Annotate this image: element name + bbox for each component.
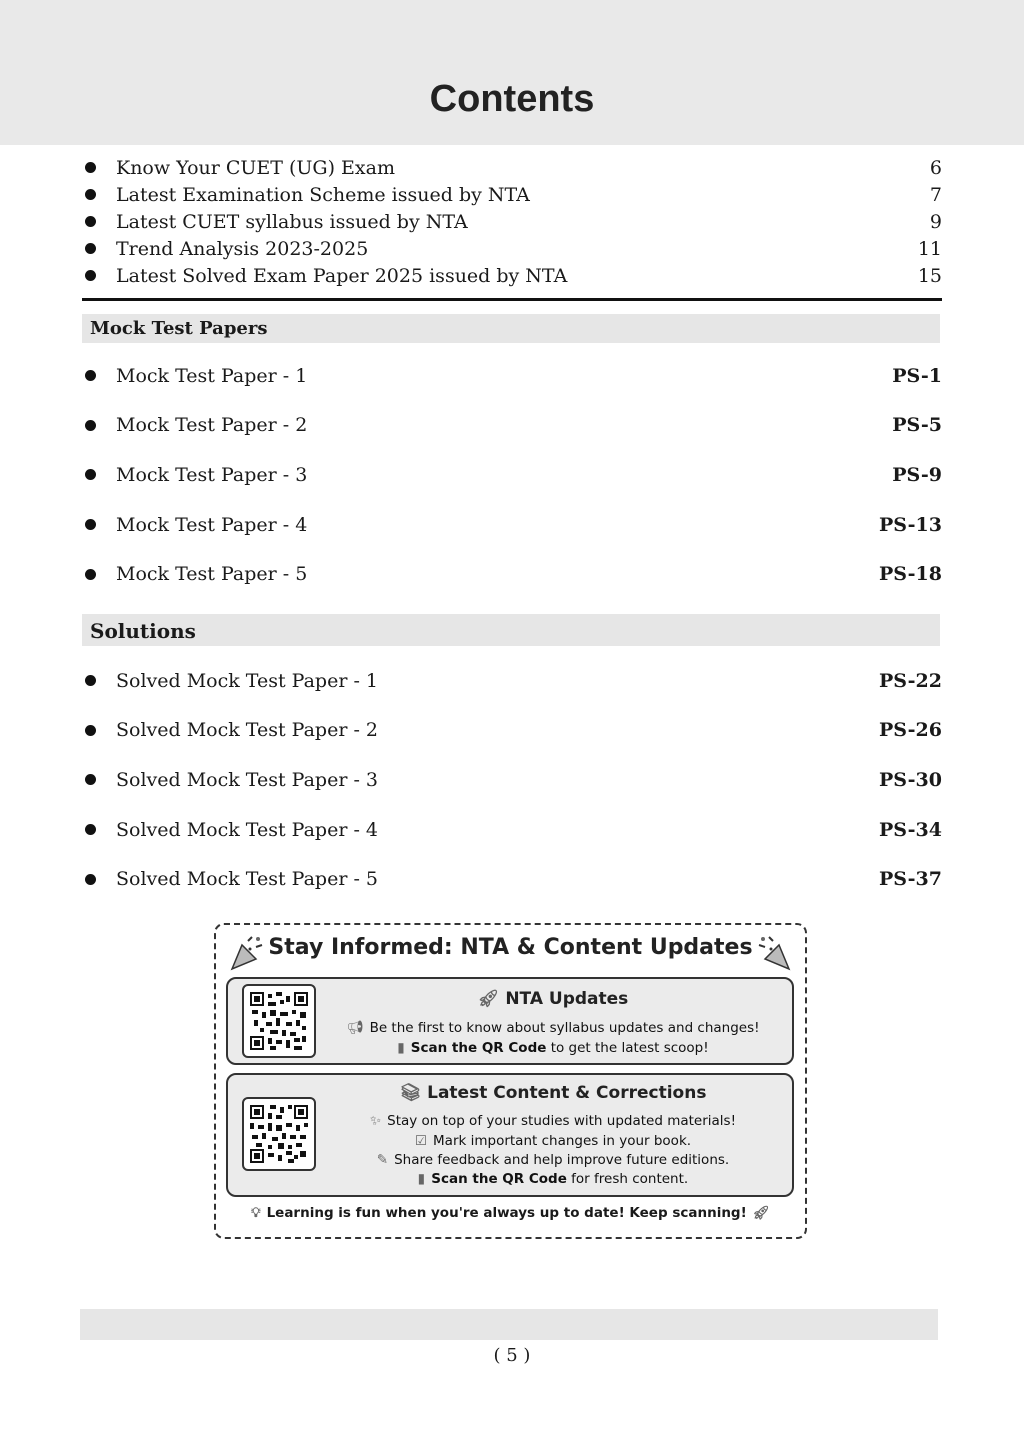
bullet-icon [85, 420, 96, 431]
section-heading-text: Solutions [90, 619, 196, 643]
item-page: 15 [917, 264, 942, 287]
item-label: Know Your CUET (UG) Exam [116, 156, 395, 179]
updates-info-box [214, 923, 807, 1239]
content-line-2-text: Mark important changes in your book. [433, 1133, 692, 1149]
divider [82, 298, 942, 301]
rocket-icon: 🚀︎ [752, 1205, 770, 1221]
nta-updates-title [318, 989, 788, 1009]
bullet-icon [85, 243, 96, 254]
scan-qr-text: Scan the QR Code [431, 1171, 567, 1187]
item-page: PS-5 [892, 414, 942, 437]
nta-line-2 [318, 1040, 788, 1056]
bullet-icon [85, 675, 96, 686]
item-label: Latest CUET syllabus issued by NTA [116, 210, 468, 233]
section-heading-mock [82, 314, 940, 343]
megaphone-icon: 📢︎ [346, 1020, 364, 1036]
item-label: Mock Test Paper - 5 [116, 563, 308, 586]
bullet-icon [85, 774, 96, 785]
section-heading-solutions [82, 614, 940, 646]
nta-updates-panel [226, 977, 794, 1065]
sparkles-icon: ✨︎ [370, 1113, 382, 1129]
list-item[interactable] [82, 262, 942, 289]
intro-list [82, 154, 942, 289]
bullet-icon [85, 469, 96, 480]
content-corrections-panel [226, 1073, 794, 1197]
item-label: Solved Mock Test Paper - 5 [116, 868, 379, 891]
item-label: Mock Test Paper - 4 [116, 513, 308, 536]
item-page: 6 [929, 156, 942, 179]
content-corrections-title [318, 1083, 788, 1103]
scan-qr-text: Scan the QR Code [410, 1040, 547, 1056]
item-page: PS-26 [878, 719, 942, 742]
party-popper-icon [757, 935, 793, 971]
item-label: Trend Analysis 2023-2025 [116, 237, 369, 260]
bullet-icon [85, 725, 96, 736]
item-label: Latest Solved Exam Paper 2025 issued by NTA [116, 264, 568, 287]
list-item[interactable] [82, 854, 942, 904]
qr-code-icon [250, 992, 308, 1050]
item-page: PS-13 [878, 513, 942, 536]
item-page: PS-9 [892, 463, 942, 486]
item-label: Mock Test Paper - 2 [116, 414, 308, 437]
item-page: 7 [929, 183, 942, 206]
content-line-1 [318, 1113, 788, 1129]
list-item[interactable] [82, 181, 942, 208]
item-page: PS-37 [878, 868, 942, 891]
bullet-icon [85, 824, 96, 835]
item-page: 9 [929, 210, 942, 233]
nta-line-2-rest: to get the latest scoop! [550, 1040, 709, 1056]
content-line-4 [318, 1171, 788, 1187]
nta-updates-title-text: NTA Updates [505, 989, 629, 1009]
page-title: Contents [429, 78, 595, 120]
item-label: Mock Test Paper - 3 [116, 463, 308, 486]
item-page: 11 [917, 237, 942, 260]
footer-band [80, 1309, 938, 1340]
nta-line-1 [318, 1020, 788, 1036]
nta-line-1-text: Be the first to know about syllabus updates and changes! [369, 1020, 760, 1036]
item-page: PS-22 [878, 669, 942, 692]
item-label: Solved Mock Test Paper - 2 [116, 719, 379, 742]
list-item[interactable] [82, 351, 942, 401]
list-item[interactable] [82, 805, 942, 855]
info-box-footer-text: Learning is fun when you're always up to date! Keep scanning! [266, 1205, 747, 1221]
bullet-icon [85, 189, 96, 200]
bullet-icon [85, 569, 96, 580]
item-label: Solved Mock Test Paper - 3 [116, 768, 379, 791]
list-item[interactable] [82, 656, 942, 706]
item-page: PS-34 [878, 818, 942, 841]
item-label: Solved Mock Test Paper - 1 [116, 669, 379, 692]
list-item[interactable] [82, 500, 942, 550]
list-item[interactable] [82, 208, 942, 235]
content-line-1-text: Stay on top of your studies with updated materials! [387, 1113, 736, 1129]
info-box-footer [216, 1205, 805, 1221]
content-line-2 [318, 1133, 788, 1149]
rocket-icon: 🚀︎ [477, 989, 500, 1009]
bullet-icon [85, 370, 96, 381]
content-corrections-title-text: Latest Content & Corrections [427, 1083, 707, 1103]
books-icon: 📚︎ [399, 1083, 422, 1103]
lightbulb-icon: 💡︎ [251, 1205, 261, 1221]
qr-code-icon [250, 1105, 308, 1163]
info-box-title: Stay Informed: NTA & Content Updates [268, 935, 753, 960]
item-label: Latest Examination Scheme issued by NTA [116, 183, 530, 206]
page-number: ( 5 ) [493, 1345, 531, 1366]
item-label: Mock Test Paper - 1 [116, 364, 308, 387]
phone-icon: ▮ [397, 1040, 405, 1056]
solutions-list [82, 656, 942, 904]
list-item[interactable] [82, 401, 942, 451]
list-item[interactable] [82, 235, 942, 262]
item-label: Solved Mock Test Paper - 4 [116, 818, 379, 841]
checkbox-icon: ☑ [414, 1133, 428, 1149]
section-heading-text: Mock Test Papers [90, 318, 268, 339]
bullet-icon [85, 162, 96, 173]
list-item[interactable] [82, 450, 942, 500]
bullet-icon [85, 874, 96, 885]
item-page: PS-1 [892, 364, 942, 387]
header-band [0, 0, 1024, 145]
qr-code[interactable] [242, 1097, 316, 1171]
list-item[interactable] [82, 706, 942, 756]
list-item[interactable] [82, 154, 942, 181]
bullet-icon [85, 519, 96, 530]
bullet-icon [85, 270, 96, 281]
mock-list [82, 351, 942, 599]
list-item[interactable] [82, 549, 942, 599]
item-page: PS-18 [878, 563, 942, 586]
item-page: PS-30 [878, 768, 942, 791]
list-item[interactable] [82, 755, 942, 805]
content-line-3-text: Share feedback and help improve future editions. [394, 1152, 730, 1168]
memo-icon: ✎ [376, 1152, 389, 1168]
qr-code[interactable] [242, 984, 316, 1058]
content-line-3 [318, 1152, 788, 1168]
phone-icon: ▮ [417, 1171, 426, 1187]
bullet-icon [85, 216, 96, 227]
content-line-4-rest: for fresh content. [571, 1171, 689, 1187]
